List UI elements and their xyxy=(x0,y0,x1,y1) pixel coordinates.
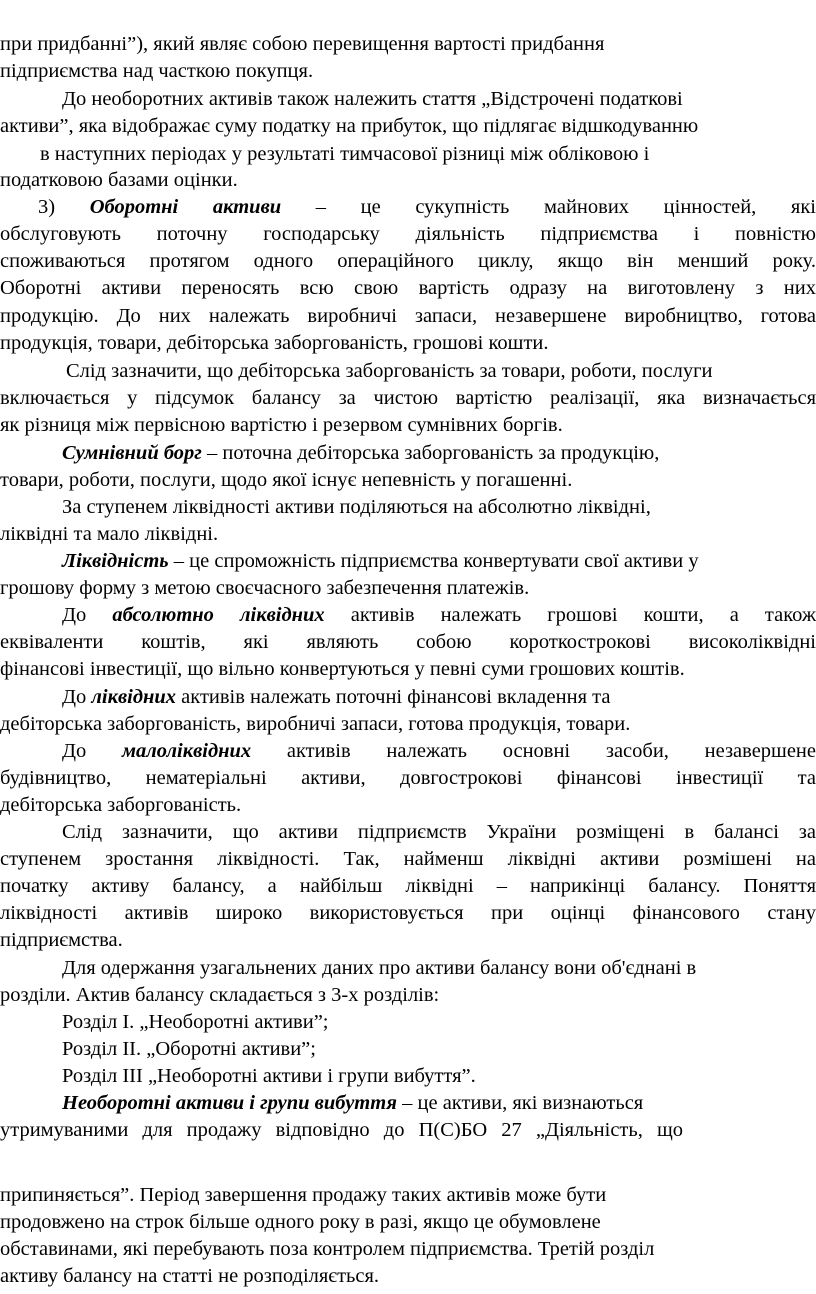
text-segment: активів належать основні засоби, незавершене xyxy=(286,740,816,762)
text-segment: – це сукупність майнових цінностей, які xyxy=(315,196,816,218)
text-line: товари, роботи, послуги, щодо якої існує непевність у погашенні. xyxy=(0,469,573,491)
section-item: Розділ III „Необоротні активи і групи вибуття”. xyxy=(62,1065,476,1087)
text-line: обставинами, які перебувають поза контролем підприємства. Третій розділ xyxy=(0,1238,655,1260)
text-line: дебіторська заборгованість, виробничі запаси, готова продукція, товари. xyxy=(0,713,631,735)
text-line: ліквідні та мало ліквідні. xyxy=(0,523,219,545)
text-line: утримуваними для продажу відповідно до П(С)БО 27 „Діяльність, що xyxy=(0,1119,684,1141)
text-line xyxy=(0,737,816,766)
text-line: обслуговують поточну господарську діяльність підприємства і повністю xyxy=(0,223,816,245)
text-segment: – це спроможність підприємства конвертувати свої активи у xyxy=(173,550,699,572)
text-segment: – поточна дебіторська заборгованість за продукцію, xyxy=(207,442,660,464)
text-line: продукцію. До них належать виробничі запаси, незавершене виробництво, готова xyxy=(0,305,816,327)
text-line: ступенем зростання ліквідності. Так, найменш ліквідні активи розмішені на xyxy=(0,848,816,870)
text-line: продовжено на строк більше одного року в разі, якщо це обумовлене xyxy=(0,1211,601,1233)
term-liquidity: Ліквідність xyxy=(62,550,169,572)
text-line: споживаються протягом одного операційного циклу, якщо він менший року. xyxy=(0,250,816,272)
text-segment: До xyxy=(62,604,87,626)
term-low-liquid: малоліквідних xyxy=(121,740,252,762)
text-segment: – це активи, які визнаються xyxy=(402,1092,644,1114)
text-line xyxy=(0,439,816,468)
text-line: підприємства над часткою покупця. xyxy=(0,60,314,82)
text-segment: активів належать поточні фінансові вкладення та xyxy=(181,686,611,708)
text-segment: активів належать грошові кошти, а також xyxy=(350,604,816,626)
text-line: За ступенем ліквідності активи поділяються на абсолютно ліквідні, xyxy=(62,496,651,518)
text-line xyxy=(0,193,816,222)
text-line: ліквідності активів широко використовується при оцінці фінансового стану xyxy=(0,902,816,924)
text-line: еквіваленти коштів, які являють собою короткострокові високоліквідні xyxy=(0,631,816,653)
text-line: продукція, товари, дебіторська заборгованість, грошові кошти. xyxy=(0,332,549,354)
text-line: фінансові інвестиції, що вільно конвертуються у певні суми грошових коштів. xyxy=(0,658,685,680)
text-line: активу балансу на статті не розподіляється. xyxy=(0,1265,380,1287)
text-line: Для одержання узагальнених даних про активи балансу вони об'єднані в xyxy=(62,957,697,979)
text-line: розділи. Актив балансу складається з 3-х розділів: xyxy=(0,984,440,1006)
text-line: будівництво, нематеріальні активи, довгострокові фінансові інвестиції та xyxy=(0,767,816,789)
text-line xyxy=(0,601,816,630)
term-liquid: ліквідних xyxy=(91,686,177,708)
term-absolutely-liquid: абсолютно ліквідних xyxy=(112,604,325,626)
text-line: Оборотні активи переносять всю свою вартість одразу на виготовлену з них xyxy=(0,277,816,299)
text-line xyxy=(0,547,816,576)
text-line: грошову форму з метою своєчасного забезпечення платежів. xyxy=(0,577,530,599)
text-line: активи”, яка відображає суму податку на прибуток, що підлягає відшкодуванню xyxy=(0,115,699,137)
text-line: Слід зазначити, що дебіторська заборгованість за товари, роботи, послуги xyxy=(66,360,713,382)
term-current-assets: Оборотні активи xyxy=(89,196,282,218)
text-line: підприємства. xyxy=(0,929,123,951)
text-line: дебіторська заборгованість. xyxy=(0,794,242,816)
term-doubtful-debt: Сумнівний борг xyxy=(62,442,202,464)
text-line xyxy=(0,1089,816,1118)
text-line: як різниця між первісною вартістю і резервом сумнівних боргів. xyxy=(0,414,563,436)
section-item: Розділ I. „Необоротні активи”; xyxy=(62,1011,329,1033)
text-line: початку активу балансу, а найбільш ліквідні – наприкінці балансу. Поняття xyxy=(0,875,816,897)
text-line: До необоротних активів також належить стаття „Відстрочені податкові xyxy=(62,88,683,110)
list-number: 3) xyxy=(38,196,56,218)
text-segment: До xyxy=(62,686,87,708)
text-line: податковою базами оцінки. xyxy=(0,169,238,191)
text-line: в наступних періодах у результаті тимчасової різниці між обліковою і xyxy=(40,143,650,165)
text-line: припиняється”. Період завершення продажу таких активів може бути xyxy=(0,1184,607,1206)
term-held-for-sale: Необоротні активи і групи вибуття xyxy=(62,1092,397,1114)
text-segment: До xyxy=(62,740,87,762)
section-item: Розділ II. „Оборотні активи”; xyxy=(62,1038,316,1060)
text-line xyxy=(0,683,816,712)
text-line: Слід зазначити, що активи підприємств України розміщені в балансі за xyxy=(62,821,816,843)
text-line: включається у підсумок балансу за чистою вартістю реалізації, яка визначається xyxy=(0,387,816,409)
text-line: при придбанні”), який являє собою перевищення вартості придбання xyxy=(0,33,605,55)
